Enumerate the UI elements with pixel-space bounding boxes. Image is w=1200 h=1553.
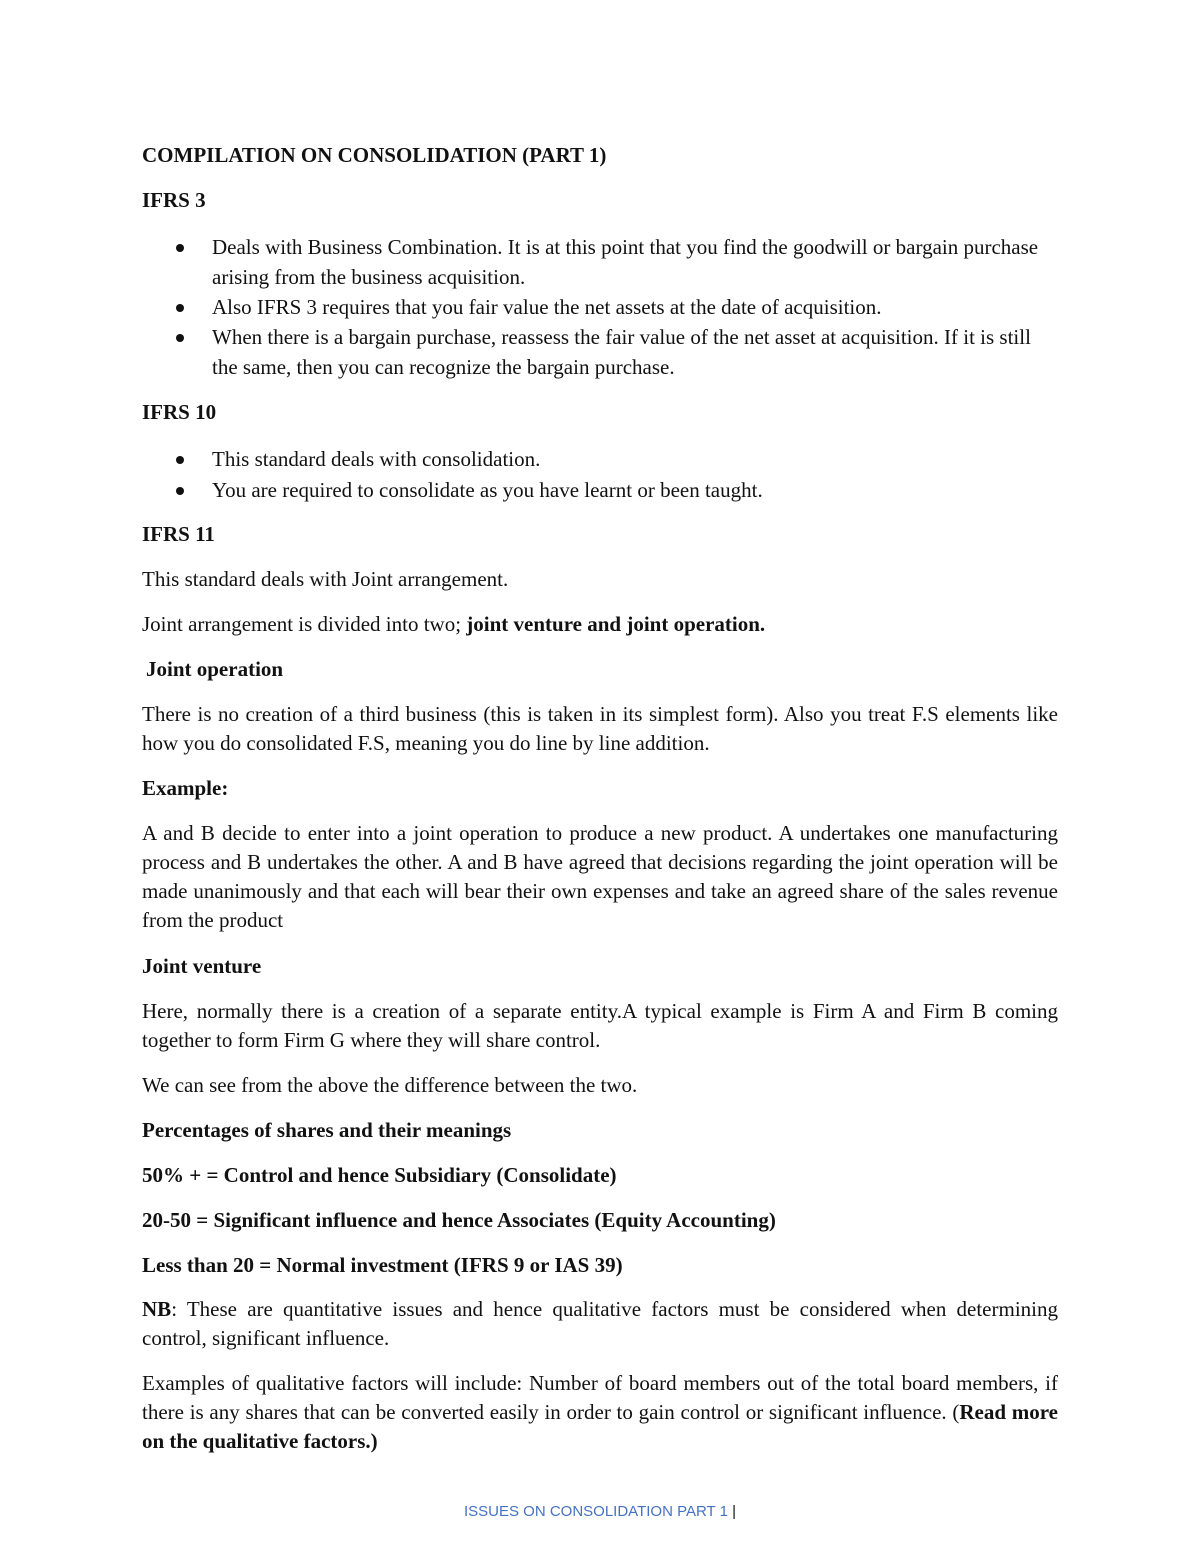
footer-separator: | (732, 1503, 737, 1520)
joint-operation-heading: Joint operation (146, 657, 284, 681)
page-footer (0, 1503, 1200, 1520)
difference-text: We can see from the above the difference between the two. (142, 1073, 638, 1097)
qualitative-factors-text: Examples of qualitative factors will include: Number of board members out of the total board members, if there is any shares that can be converted easily in order to gain control or significant influence. (Read more on the qualitative factors.) (142, 1371, 1059, 1453)
list-item: When there is a bargain purchase, reassess the fair value of the net asset at acquisition. If it is still the same, then you can recognize the bargain purchase. (142, 322, 1058, 382)
list-item: Also IFRS 3 requires that you fair value the net assets at the date of acquisition. (142, 292, 1058, 322)
ifrs11-heading: IFRS 11 (142, 522, 215, 546)
list-item: You are required to consolidate as you have learnt or been taught. (142, 475, 1058, 505)
shares-heading: Percentages of shares and their meanings (142, 1118, 512, 1142)
nb-label: NB (142, 1297, 172, 1321)
shares-row: Less than 20 = Normal investment (IFRS 9 or IAS 39) (142, 1253, 623, 1277)
bullet-icon (176, 487, 184, 495)
shares-row: 20-50 = Significant influence and hence Associates (Equity Accounting) (142, 1208, 776, 1232)
joint-venture-text: Here, normally there is a creation of a separate entity.A typical example is Firm A and Firm B coming together to form Firm G where they will share control. (142, 999, 1058, 1052)
nb-note: NB: These are quantitative issues and hence qualitative factors must be considered when determining control, significant influence. (142, 1297, 1058, 1350)
ifrs10-heading: IFRS 10 (142, 400, 217, 424)
bullet-icon (176, 244, 184, 252)
ifrs3-heading: IFRS 3 (142, 188, 206, 212)
shares-row: 50% + = Control and hence Subsidiary (Consolidate) (142, 1163, 617, 1187)
bullet-icon (176, 304, 184, 312)
bullet-icon (176, 456, 184, 464)
joint-venture-heading: Joint venture (142, 954, 262, 978)
bullet-icon (176, 334, 184, 342)
document-title: COMPILATION ON CONSOLIDATION (PART 1) (142, 143, 607, 167)
joint-arrangement-division: Joint arrangement is divided into two; joint venture and joint operation. (142, 612, 766, 636)
list-item: This standard deals with consolidation. (142, 444, 1058, 474)
example-heading: Example: (142, 776, 229, 800)
joint-operation-text: There is no creation of a third business (this is taken in its simplest form). Also you treat F.S elements like how you do consolidated F.S, meaning you do line by line addition. (142, 702, 1058, 755)
example-text: A and B decide to enter into a joint operation to produce a new product. A undertakes one manufacturing process and B undertakes the other. A and B have agreed that decisions regarding the joint operation will be made unanimously and that each will bear their own expenses and take an agreed share of the sales revenue from the product (142, 821, 1058, 932)
ifrs11-intro: This standard deals with Joint arrangement. (142, 567, 509, 591)
list-item: Deals with Business Combination. It is at this point that you find the goodwill or bargain purchase arising from the business acquisition. (142, 232, 1058, 292)
footer-text: ISSUES ON CONSOLIDATION PART 1 (463, 1503, 728, 1520)
